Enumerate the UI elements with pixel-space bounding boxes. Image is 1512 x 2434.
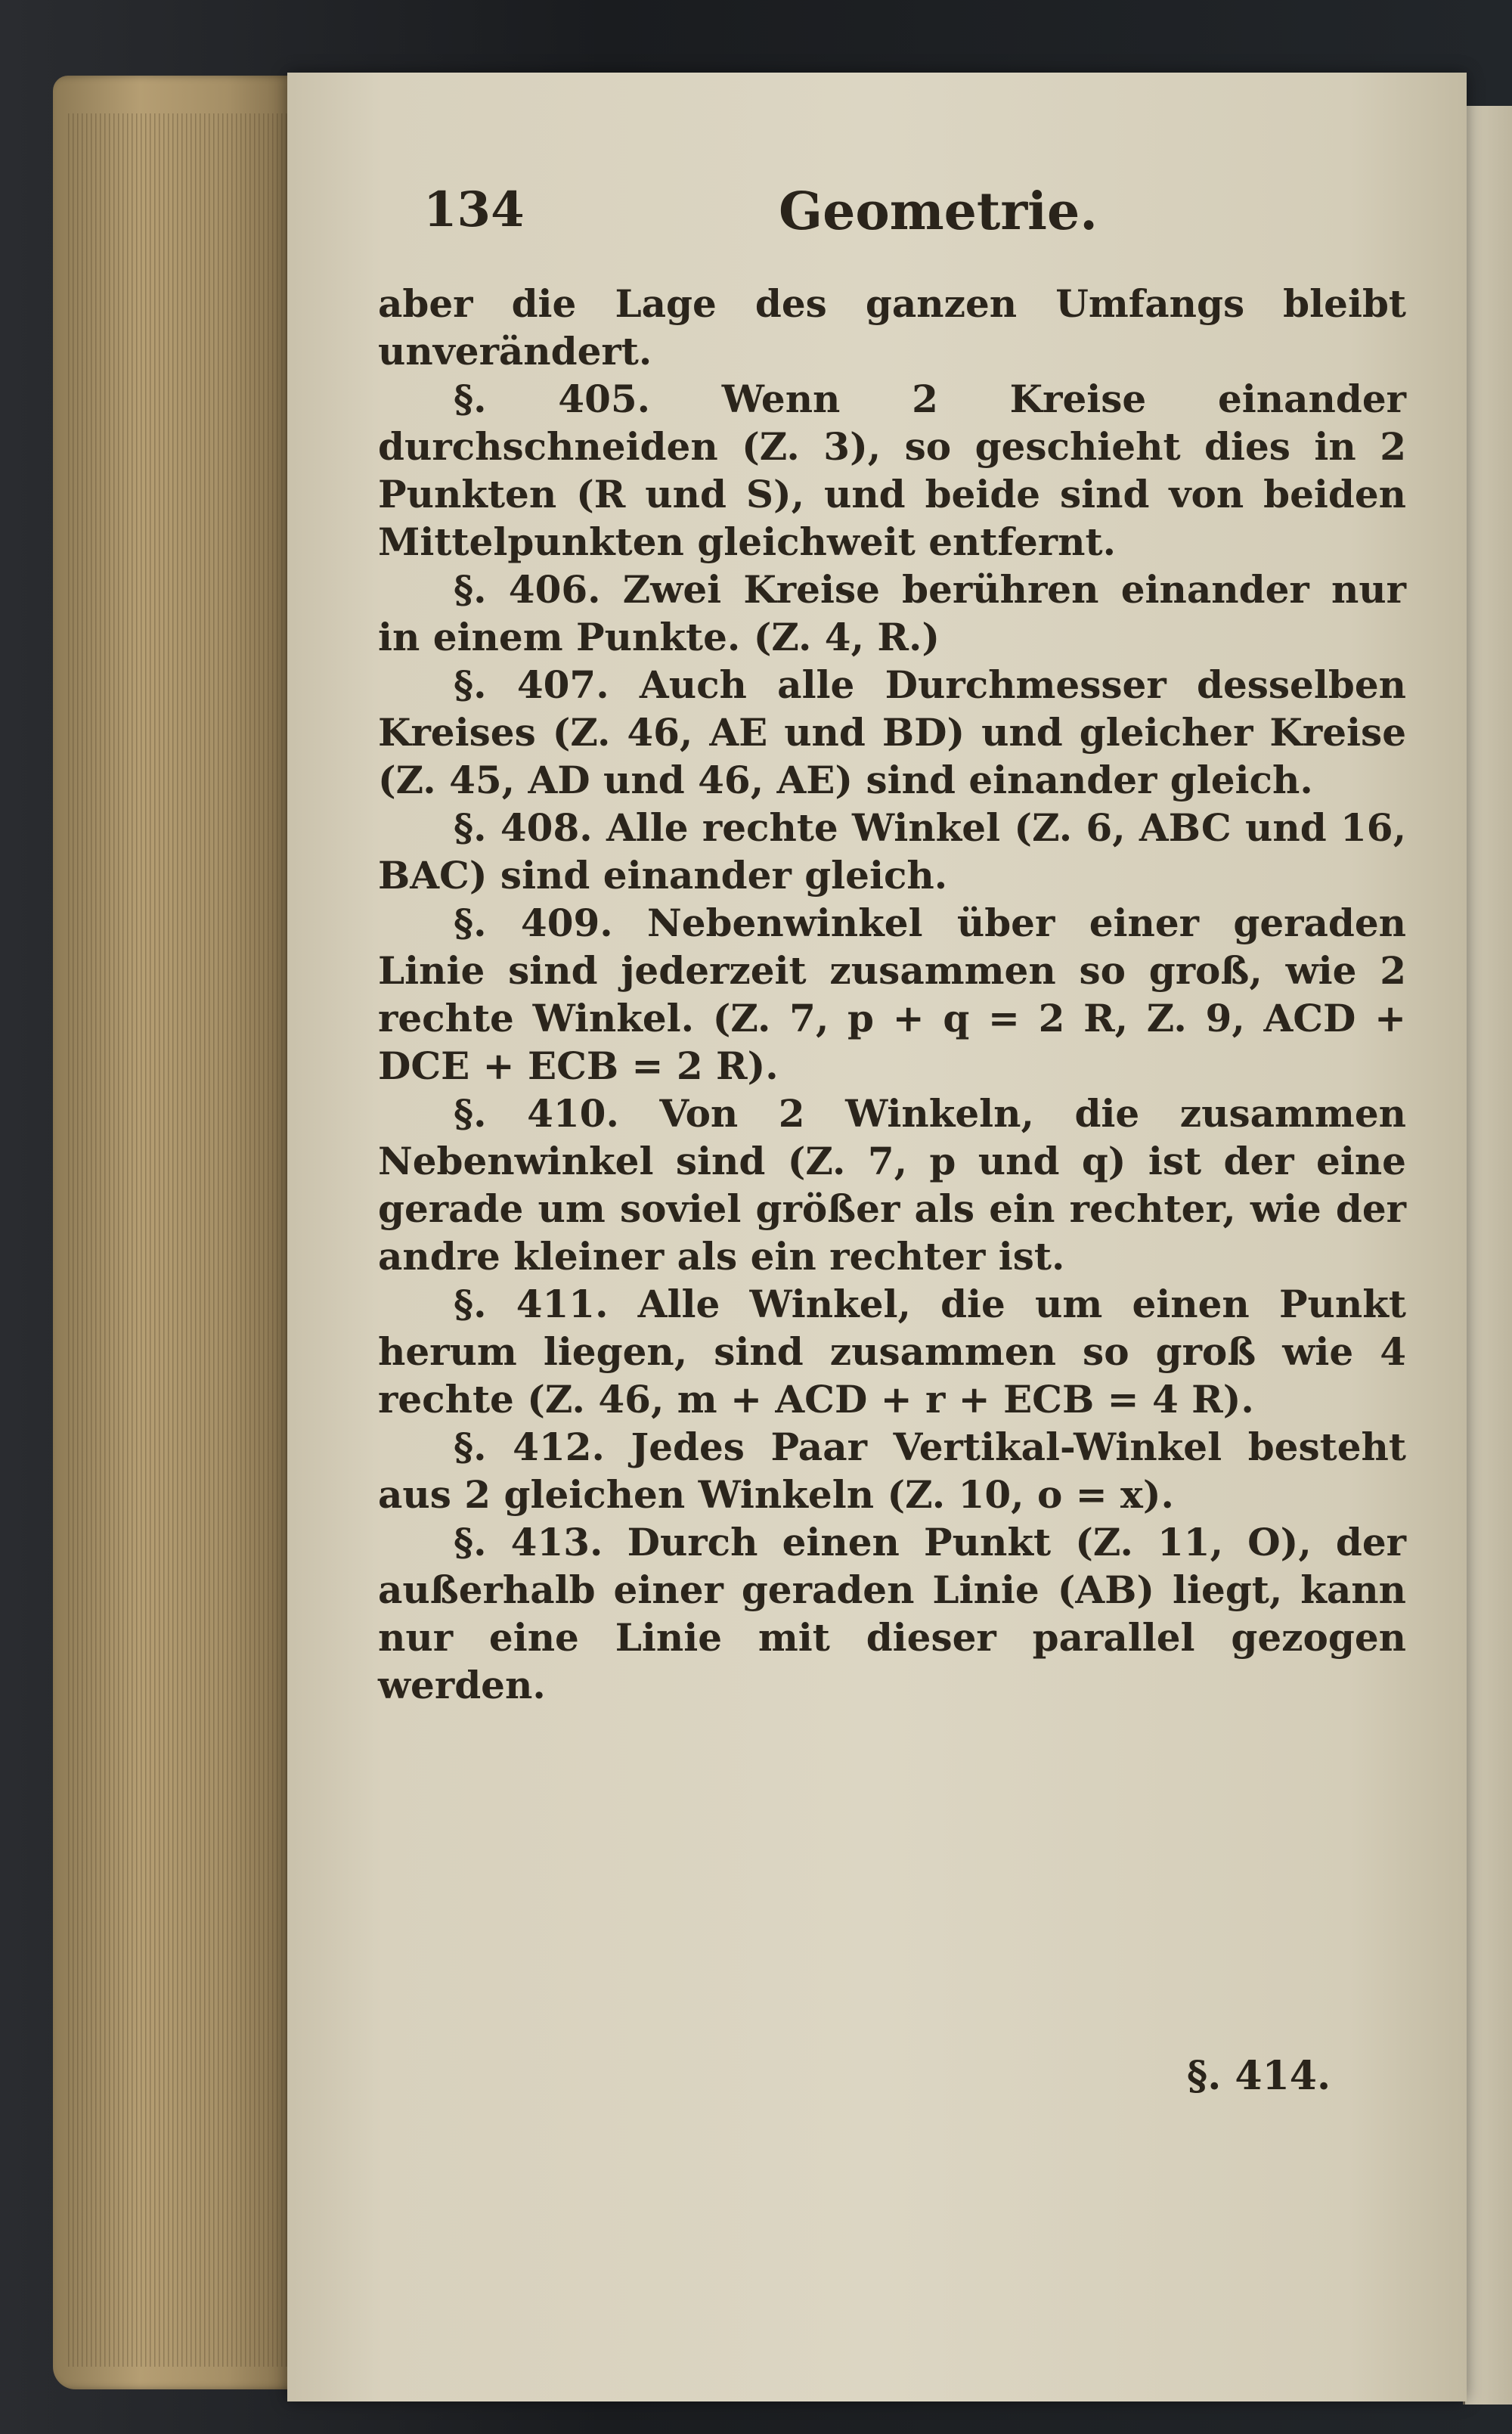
catchword: §. 414. [1187,2053,1331,2099]
page-edge-texture [68,113,287,2367]
running-head: Geometrie. [779,181,1098,242]
paragraph-continuation: aber die Lage des ganzen Umfangs bleibt unverändert. [378,281,1406,374]
page-header [408,181,1391,265]
paragraph-407: §. 407. Auch alle Durchmesser desselben Kreises (Z. 46, AE und BD) und gleicher Kreise (Z. 45, AD und 46, AE) sind einander gleich. [378,662,1406,802]
paragraph-411: §. 411. Alle Winkel, die um einen Punkt herum liegen, sind zusammen so groß wie 4 rechte (Z. 46, m + ACD + r + ECB = 4 R). [378,1282,1406,1422]
body-text [378,280,1406,1709]
paragraph-405: §. 405. Wenn 2 Kreise einander durchschneiden (Z. 3), so geschieht dies in 2 Punkten (R und S), und beide sind von beiden Mittelpunkten gleichweit entfernt. [378,377,1406,564]
paragraph-406: §. 406. Zwei Kreise berühren einander nur in einem Punkte. (Z. 4, R.) [378,567,1406,659]
page-number: 134 [423,181,525,238]
facing-page-edge [1463,106,1512,2405]
paragraph-412: §. 412. Jedes Paar Vertikal-Winkel besteht aus 2 gleichen Winkeln (Z. 10, o = x). [378,1425,1406,1517]
paragraph-409: §. 409. Nebenwinkel über einer geraden Linie sind jederzeit zusammen so groß, wie 2 rechte Winkel. (Z. 7, p + q = 2 R, Z. 9, ACD + DCE + ECB = 2 R). [378,901,1406,1088]
paragraph-408: §. 408. Alle rechte Winkel (Z. 6, ABC und 16, BAC) sind einander gleich. [378,805,1406,898]
paragraph-410: §. 410. Von 2 Winkeln, die zusammen Nebenwinkel sind (Z. 7, p und q) ist der eine gerade um soviel größer als ein rechter, wie der andre kleiner als ein rechter ist. [378,1091,1406,1279]
paragraph-413: §. 413. Durch einen Punkt (Z. 11, O), der außerhalb einer geraden Linie (AB) liegt, kann nur eine Linie mit dieser parallel gezogen werden. [378,1520,1406,1707]
